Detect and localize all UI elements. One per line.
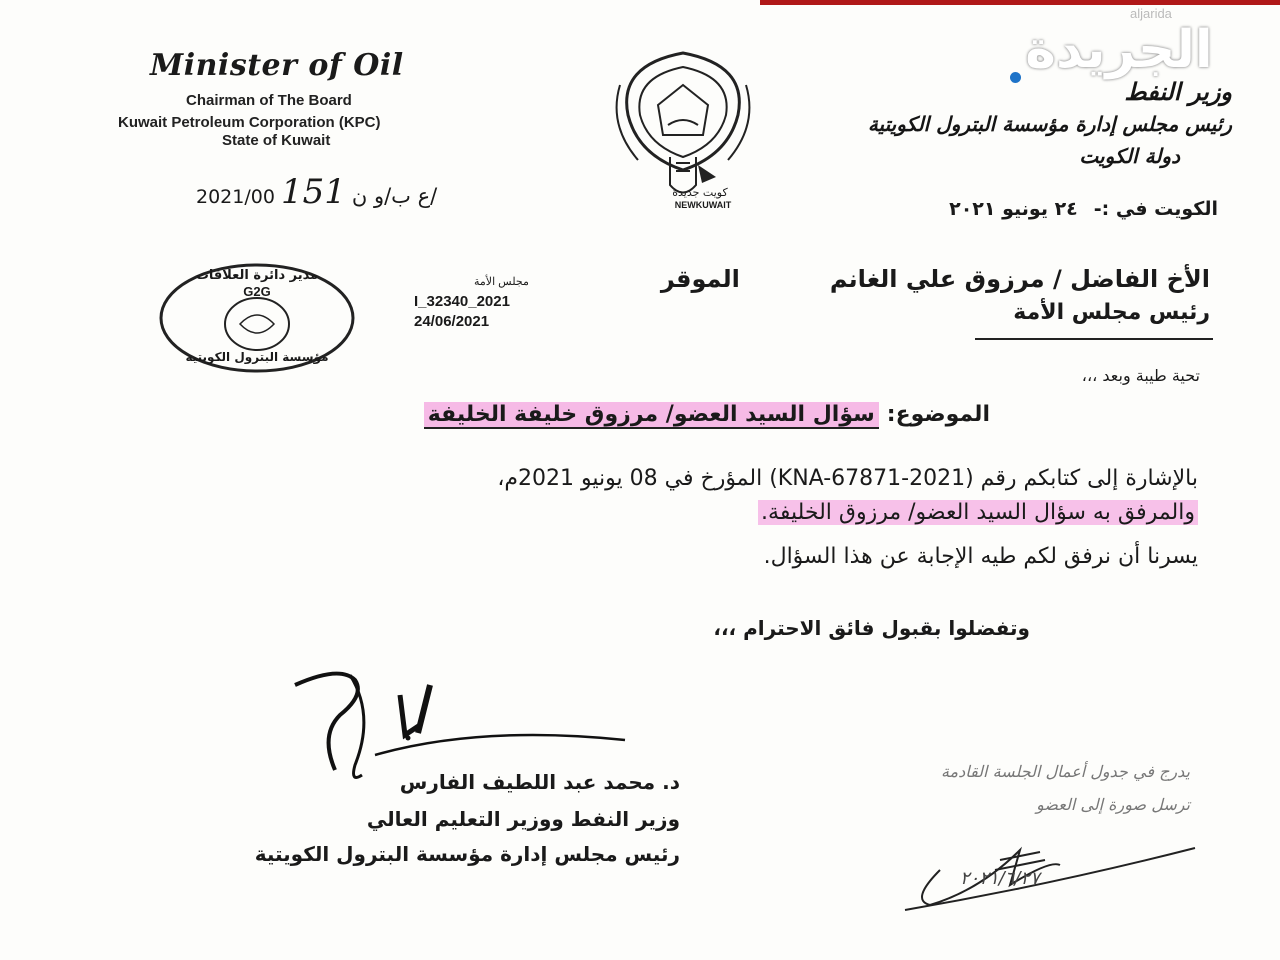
closing-line: وتفضلوا بقبول فائق الاحترام ،،،	[713, 616, 1030, 640]
date-value: ٢٤ يونيو ٢٠٢١	[949, 198, 1078, 220]
state-line: State of Kuwait	[222, 132, 331, 149]
seal-center-text: G2G	[243, 284, 271, 299]
body-paragraph-3: يسرنا أن نرفق لكم طيه الإجابة عن هذا السؤال.	[763, 544, 1198, 569]
body-paragraph-2	[758, 500, 1198, 525]
signatory-name: د. محمد عبد اللطيف الفارس	[399, 770, 680, 794]
speaker-signature	[900, 830, 1200, 920]
subject-text: سؤال السيد العضو/ مرزوق خليفة الخليفة	[424, 402, 879, 429]
body-paragraph-1: بالإشارة إلى كتابكم رقم (KNA-67871-2021) المؤرخ في 08 يونيو 2021م،	[497, 466, 1198, 491]
arabic-minister-title: وزير النفط	[1124, 78, 1232, 106]
arabic-state-line: دولة الكويت	[1079, 144, 1180, 168]
reference-suffix: 2021/00	[196, 186, 275, 208]
stamp-date: 24/06/2021	[414, 313, 490, 330]
kpc-line: Kuwait Petroleum Corporation (KPC)	[118, 114, 381, 131]
watermark-latin: aljarida	[1130, 6, 1172, 21]
emblem-caption-en: NEWKUWAIT	[674, 200, 732, 210]
greeting: تحية طيبة وبعد ،،،	[1081, 366, 1200, 385]
top-border-line	[760, 0, 1280, 5]
parliament-stamp	[414, 272, 529, 332]
side-note-line-1: يدرج في جدول أعمال الجلسة القادمة	[940, 762, 1190, 781]
seal-top-text: مدير دائرة العلاقات	[195, 268, 319, 283]
date-line	[949, 198, 1218, 220]
relations-seal	[158, 262, 356, 374]
minister-title: Minister of Oil	[150, 48, 404, 83]
seal-bottom-text: مؤسسة البترول الكويتية	[185, 350, 329, 364]
stamp-label: مجلس الأمة	[474, 276, 529, 288]
body-paragraph-2-text: والمرفق به سؤال السيد العضو/ مرزوق الخليفة.	[758, 500, 1198, 525]
chairman-line: Chairman of The Board	[186, 92, 352, 109]
stamp-ref: I_32340_2021	[414, 293, 510, 310]
watermark-dot-icon	[1010, 72, 1021, 83]
addressee-title: رئيس مجلس الأمة	[1013, 300, 1210, 325]
side-note-date: ٢٠٢١/٦/٢٧	[960, 868, 1040, 889]
reference-serial: 151	[280, 172, 346, 212]
newspaper-watermark: الجريدة	[1025, 20, 1213, 80]
emblem-caption-ar: كويت جديدة	[672, 186, 728, 199]
side-note-line-2: ترسل صورة إلى العضو	[1036, 795, 1190, 814]
signatory-title-2: رئيس مجلس إدارة مؤسسة البترول الكويتية	[254, 842, 680, 866]
date-label: الكويت في :-	[1093, 198, 1218, 220]
addressee-name: الأخ الفاضل / مرزوق علي الغانم	[829, 265, 1210, 293]
addressee-line	[661, 265, 1210, 293]
reference-prefix: ع ب/و ن/	[351, 184, 438, 208]
arabic-chairman-line: رئيس مجلس إدارة مؤسسة البترول الكويتية	[867, 112, 1232, 136]
signatory-title-1: وزير النفط ووزير التعليم العالي	[366, 807, 680, 831]
reference-number	[196, 172, 488, 212]
subject-label: الموضوع:	[886, 402, 990, 427]
subject-line	[424, 402, 990, 429]
addressee-honorific: الموقر	[660, 265, 740, 293]
addressee-underline	[975, 338, 1213, 340]
